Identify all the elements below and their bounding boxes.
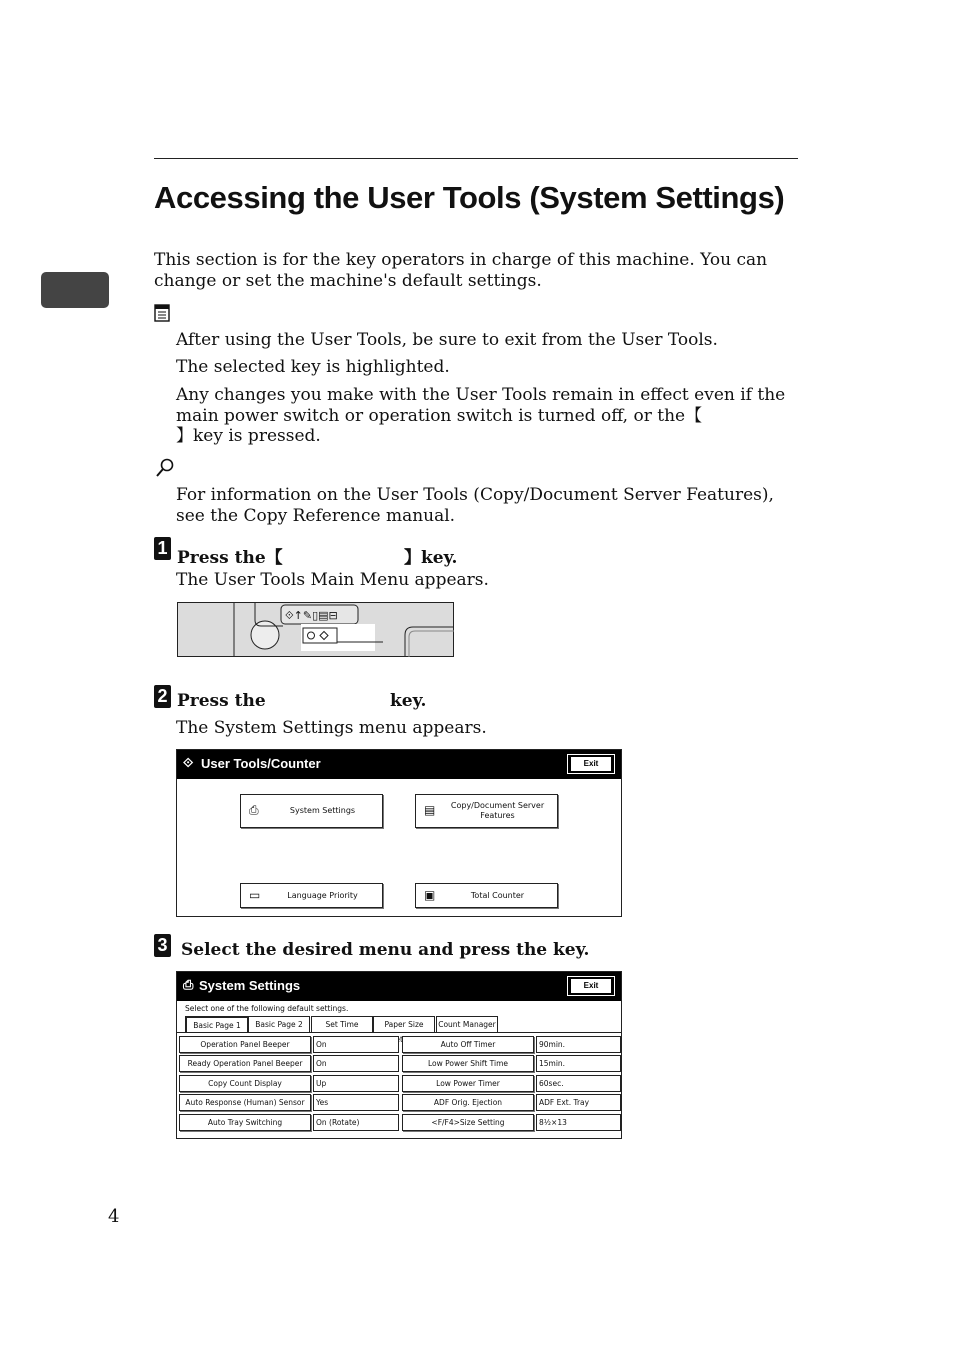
f-f4-size-setting-button[interactable]: <F/F4>Size Setting [402,1114,534,1131]
user-tools-header [177,750,621,779]
instruction-text: Select one of the following default settings. [185,1004,349,1013]
exit-button[interactable]: Exit [567,754,615,774]
page-number: 4 [108,1206,120,1227]
step-1-result: The User Tools Main Menu appears. [176,570,489,590]
note-3-continued: 】key is pressed. [176,426,321,446]
display-icon: ▭ [249,888,261,902]
step-2-result: The System Settings menu appears. [176,718,487,738]
memo-icon [154,304,170,322]
auto-tray-switching-value: On (Rotate) [313,1114,399,1131]
intro-paragraph: This section is for the key operators in charge of this machine. You can change or set the machine's default settings. [154,250,768,291]
diamond-icon: ⟐ [183,755,194,770]
step-2-number: 2 [154,685,171,708]
counter-icon: ▣ [424,888,436,902]
step-2-text: Press the [177,691,266,711]
step-3-text: Select the desired menu and press the key. [181,940,590,960]
auto-off-timer-button[interactable]: Auto Off Timer [402,1036,534,1053]
printer-icon: ⎙ [183,977,194,992]
auto-response-sensor-button[interactable]: Auto Response (Human) Sensor [179,1094,311,1111]
page-title: Accessing the User Tools (System Settings) [154,180,785,215]
svg-text:⟐↑✎▯▤⊟: ⟐↑✎▯▤⊟ [285,609,338,622]
exit-button[interactable]: Exit [567,976,615,996]
copy-count-display-button[interactable]: Copy Count Display [179,1075,311,1092]
control-panel-illustration [177,602,454,657]
copy-count-display-value: Up [313,1075,399,1092]
low-power-timer-button[interactable]: Low Power Timer [402,1075,534,1092]
f-f4-size-setting-value: 8½×13 [536,1114,621,1131]
copier-icon: ▤ [424,803,436,817]
low-power-shift-time-button[interactable]: Low Power Shift Time [402,1055,534,1072]
note-1: After using the User Tools, be sure to exit from the User Tools. [176,330,718,350]
system-settings-button[interactable]: ⎙ System Settings [240,794,383,828]
magnifier-icon [155,458,175,478]
note-3: Any changes you make with the User Tools remain in effect even if the main power switch or operation switch is turned off, or the【 [176,385,786,426]
tab-divider [177,1032,621,1033]
tab-basic-page-1[interactable]: Basic Page 1 [185,1016,249,1032]
language-priority-button[interactable]: ▭ Language Priority [240,883,383,908]
adf-orig-ejection-value: ADF Ext. Tray [536,1094,621,1111]
total-counter-button[interactable]: ▣ Total Counter [415,883,558,908]
printer-icon: ⎙ [249,803,259,817]
operation-panel-beeper-button[interactable]: Operation Panel Beeper [179,1036,311,1053]
ready-operation-panel-beeper-value: On [313,1055,399,1072]
step-1-number: 1 [154,537,171,560]
header-rule [154,158,798,159]
chapter-tab [41,272,109,308]
step-1-text-end: 】key. [404,548,458,568]
note-2: The selected key is highlighted. [176,357,450,377]
step-3-number: 3 [154,934,171,957]
tab-paper-size-setting[interactable]: Paper Size [373,1016,435,1032]
copy-document-server-features-button[interactable]: ▤ Copy/Document Server Features [415,794,558,828]
ready-operation-panel-beeper-button[interactable]: Ready Operation Panel Beeper [179,1055,311,1072]
auto-response-sensor-value: Yes [313,1094,399,1111]
adf-orig-ejection-button[interactable]: ADF Orig. Ejection [402,1094,534,1111]
step-2-text-end: key. [390,691,427,711]
system-settings-title: System Settings [199,978,301,993]
system-settings-header [177,972,621,1001]
tab-set-time[interactable]: Set Time [311,1016,373,1032]
auto-tray-switching-button[interactable]: Auto Tray Switching [179,1114,311,1131]
reference-note: For information on the User Tools (Copy/Document Server Features), see the Copy Reference manual. [176,485,774,526]
tab-count-manager[interactable]: Count Manager [436,1016,498,1032]
step-1-text: Press the【 [177,548,283,568]
system-settings-screen [176,971,622,1139]
auto-off-timer-value: 90min. [536,1036,621,1053]
low-power-timer-value: 60sec. [536,1075,621,1092]
low-power-shift-time-value: 15min. [536,1055,621,1072]
user-tools-title: User Tools/Counter [201,756,321,771]
tab-basic-page-2[interactable]: Basic Page 2 [248,1016,310,1032]
operation-panel-beeper-value: On [313,1036,399,1053]
user-tools-menu-screen [176,749,622,917]
